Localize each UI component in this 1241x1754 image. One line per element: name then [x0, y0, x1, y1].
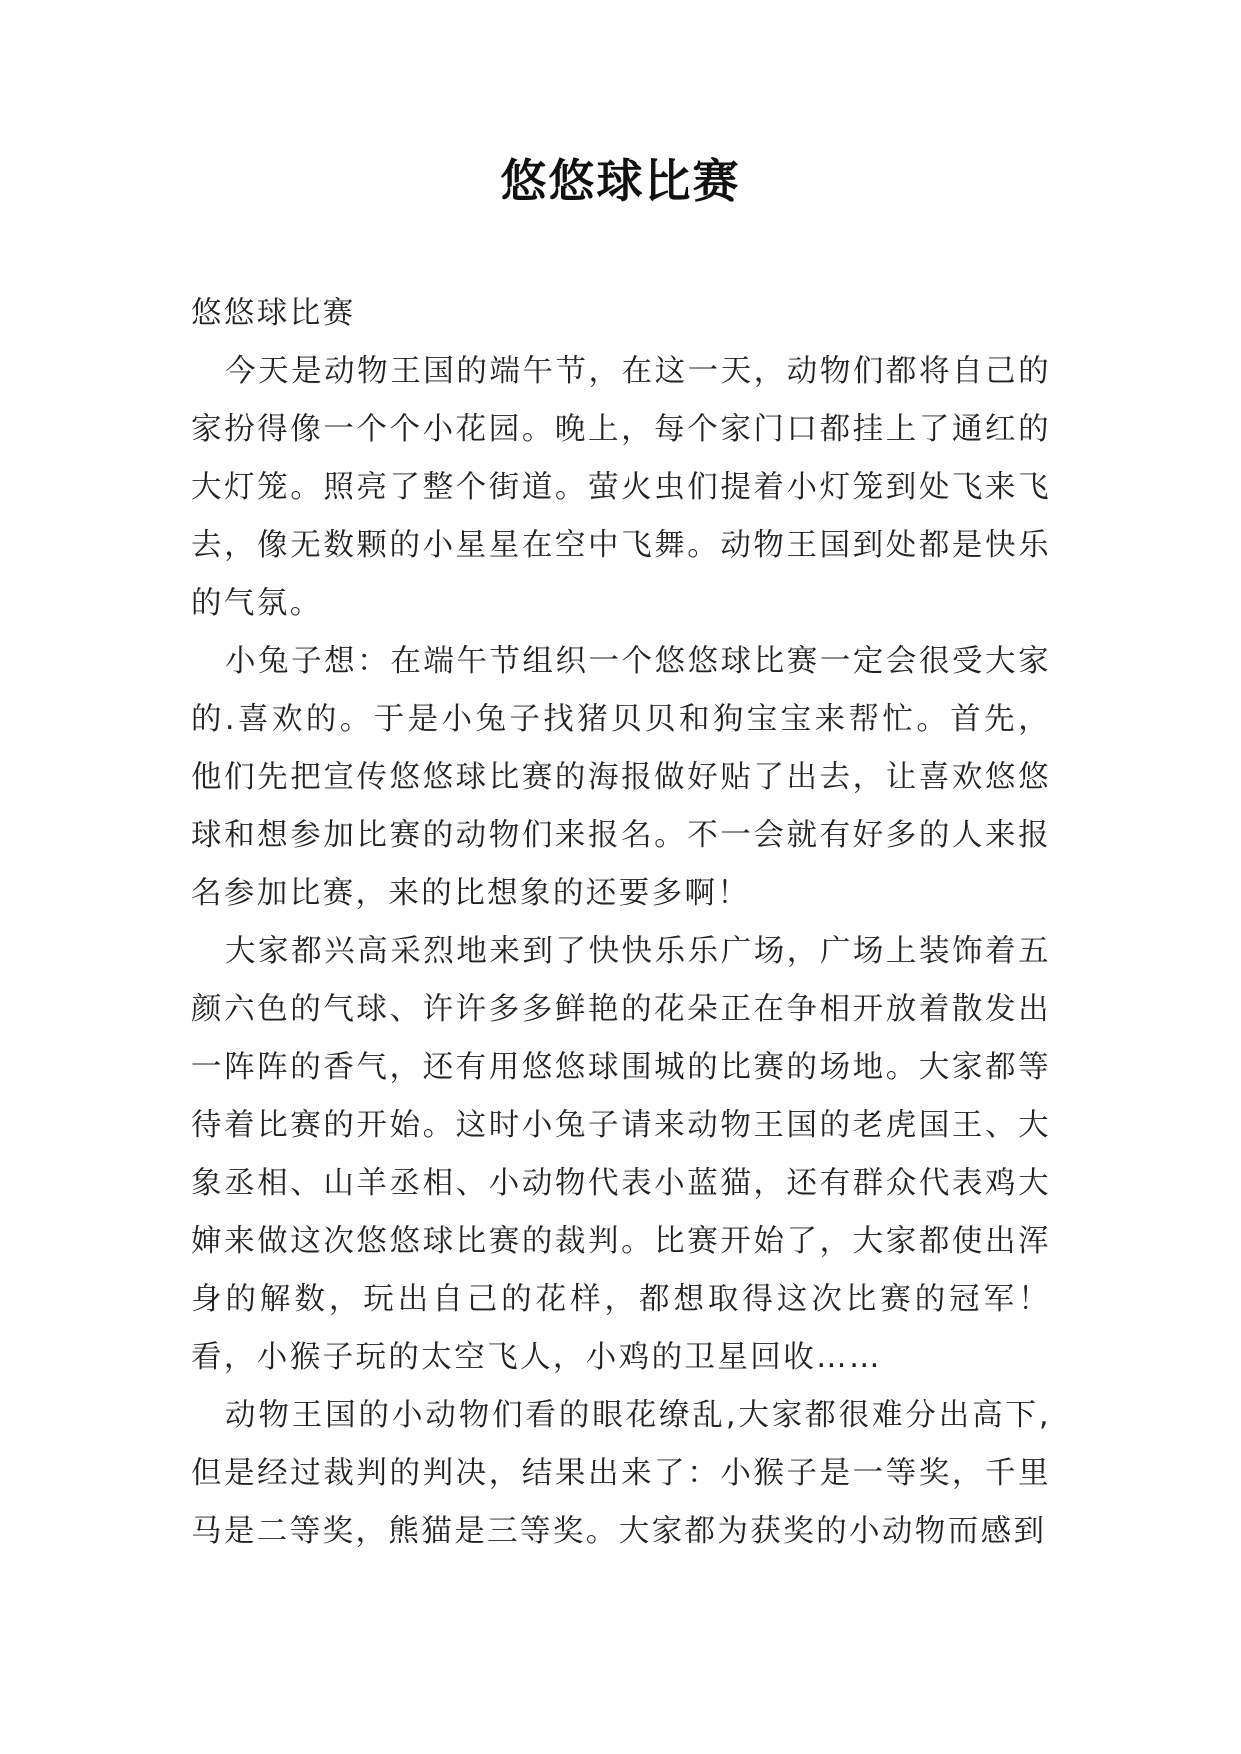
- document-body: [191, 285, 1051, 1561]
- paragraph: 动物王国的小动物们看的眼花缭乱,大家都很难分出高下,但是经过裁判的判决，结果出来了：小猴子是一等奖，千里马是二等奖，熊猫是三等奖。大家都为获奖的小动物而感到: [191, 1398, 1051, 1549]
- paragraph: 小兔子想：在端午节组织一个悠悠球比赛一定会很受大家的.喜欢的。于是小兔子找猪贝贝和狗宝宝来帮忙。首先，他们先把宣传悠悠球比赛的海报做好贴了出去，让喜欢悠悠球和想参加比赛的动物们来报名。不一会就有好多的人来报名参加比赛，来的比想象的还要多啊！: [191, 644, 1051, 911]
- paragraph: 今天是动物王国的端午节，在这一天，动物们都将自己的家扮得像一个个小花园。晚上，每个家门口都挂上了通红的大灯笼。照亮了整个街道。萤火虫们提着小灯笼到处飞来飞去，像无数颗的小星星在空中飞舞。动物王国到处都是快乐的气氛。: [191, 354, 1051, 621]
- document-title: 悠悠球比赛: [500, 154, 741, 208]
- document-subtitle: 悠悠球比赛: [191, 296, 356, 331]
- paragraph: 大家都兴高采烈地来到了快快乐乐广场，广场上装饰着五颜六色的气球、许许多多鲜艳的花朵正在争相开放着散发出一阵阵的香气，还有用悠悠球围城的比赛的场地。大家都等待着比赛的开始。这时小兔子请来动物王国的老虎国王、大象丞相、山羊丞相、小动物代表小蓝猫，还有群众代表鸡大婶来做这次悠悠球比赛的裁判。比赛开始了，大家都使出浑身的解数，玩出自己的花样，都想取得这次比赛的冠军！看，小猴子玩的太空飞人，小鸡的卫星回收……: [191, 934, 1051, 1375]
